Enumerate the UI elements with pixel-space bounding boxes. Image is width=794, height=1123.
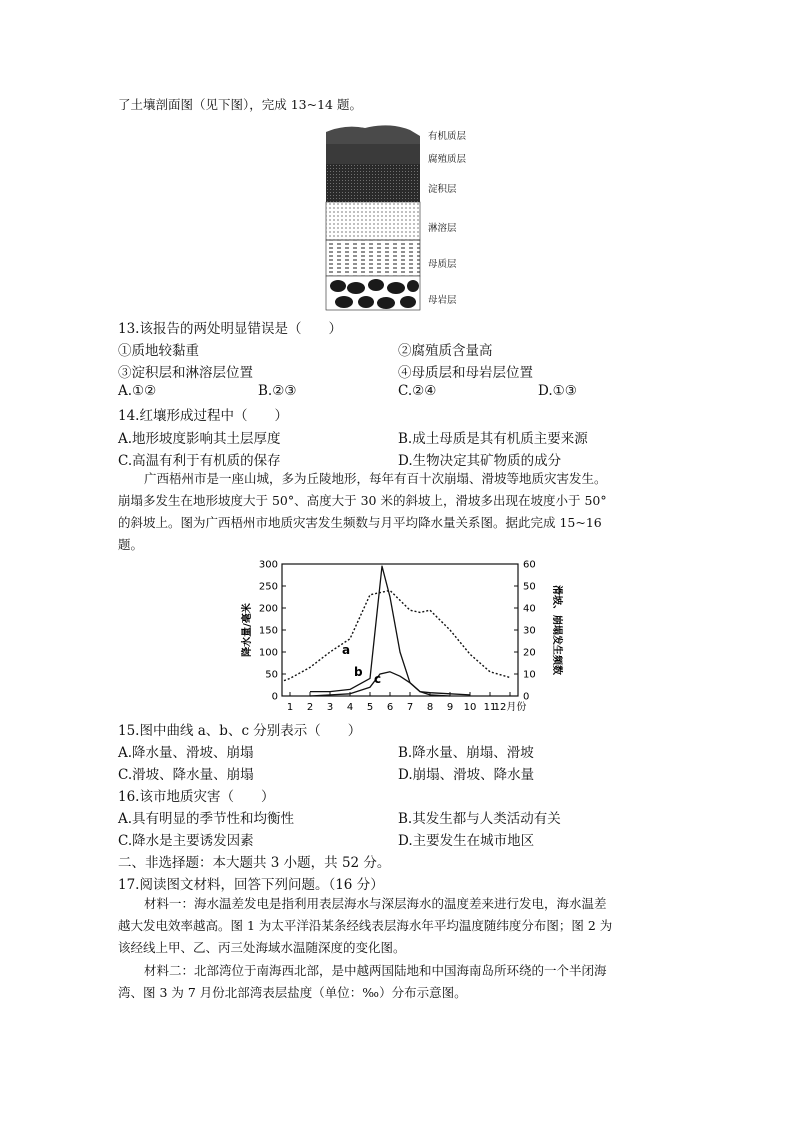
illuvial-layer (326, 164, 420, 202)
organic-layer (326, 125, 420, 144)
q15-option-a: A.降水量、滑坡、崩塌 (118, 745, 254, 761)
material-line-1: 广西梧州市是一座山城，多为丘陵地形，每年有百十次崩塌、滑坡等地质灾害发生。 (144, 471, 607, 486)
q17-m1-line-3: 该经线上甲、乙、丙三处海域水温随深度的变化图。 (118, 940, 406, 955)
q16-option-b: B.其发生都与人类活动有关 (398, 811, 561, 827)
y-left-tick-label: 250 (258, 581, 278, 593)
material-line-2: 崩塌多发生在地形坡度大于 50°、高度大于 30 米的斜坡上，滑坡多出现在坡度小于 50° (118, 493, 607, 508)
x-tick-label: 12月份 (493, 702, 527, 713)
series-label-c: c (374, 671, 382, 686)
q13-stem: 13.该报告的两处明显错误是（ ） (118, 321, 342, 337)
x-tick-label: 3 (326, 702, 334, 713)
disaster-precipitation-chart (236, 552, 576, 722)
x-tick-label: 7 (406, 702, 414, 713)
q15-stem: 15.图中曲线 a、b、c 分别表示（ ） (118, 723, 362, 739)
y-left-tick-label: 300 (258, 559, 278, 571)
soil-label-parent: 母质层 (428, 259, 457, 270)
q15-option-c: C.滑坡、降水量、崩塌 (118, 767, 254, 783)
x-tick-label: 2 (306, 702, 314, 713)
y-left-tick-label: 150 (258, 625, 278, 637)
soil-label-humus: 腐殖质层 (428, 154, 467, 165)
y-right-tick-label: 30 (523, 625, 536, 637)
humus-layer (326, 144, 420, 164)
q17-m2-line-2: 湾、图 3 为 7 月份北部湾表层盐度（单位：‰）分布示意图。 (118, 985, 467, 1000)
q13-item-1: ①质地较黏重 (118, 343, 199, 359)
q14-option-b: B.成土母质是其有机质主要来源 (398, 431, 588, 447)
soil-label-bedrock: 母岩层 (428, 295, 457, 306)
q14-option-c: C.高温有利于有机质的保存 (118, 453, 281, 469)
q16-option-d: D.主要发生在城市地区 (398, 833, 535, 849)
q16-option-c: C.降水是主要诱发因素 (118, 833, 254, 849)
soil-profile-diagram (320, 122, 430, 312)
parent-material-layer (326, 240, 420, 276)
y-right-tick-label: 50 (523, 581, 536, 593)
section-2-heading: 二、非选择题：本大题共 3 小题，共 52 分。 (118, 855, 391, 871)
series-label-a: a (342, 643, 351, 658)
y-right-tick-label: 20 (523, 647, 536, 659)
y-left-axis-label: 降水量/毫米 (242, 603, 253, 657)
y-right-tick-label: 10 (523, 669, 536, 681)
soil-label-organic: 有机质层 (428, 131, 467, 142)
y-left-tick-label: 0 (271, 691, 278, 703)
y-right-axis-label: 滑坡、崩塌发生频数 (551, 585, 562, 675)
x-tick-label: 8 (426, 702, 434, 713)
y-right-tick-label: 40 (523, 603, 536, 615)
x-tick-label: 6 (386, 702, 394, 713)
q17-material-2 (118, 960, 678, 1004)
x-tick-label: 1 (286, 702, 294, 713)
x-tick-label: 4 (346, 702, 354, 713)
x-tick-label: 5 (366, 702, 374, 713)
eluvial-layer (326, 202, 420, 240)
q16-option-a: A.具有明显的季节性和均衡性 (118, 811, 295, 827)
y-left-tick-label: 200 (258, 603, 278, 615)
q13-option-c: C.②④ (398, 383, 437, 399)
q14-stem: 14.红壤形成过程中（ ） (118, 408, 288, 424)
q16-stem: 16.该市地质灾害（ ） (118, 789, 275, 805)
q17-m2-line-1: 材料二：北部湾位于南海西北部，是中越两国陆地和中国海南岛所环绕的一个半闭海 (144, 963, 607, 978)
q15-option-d: D.崩塌、滑坡、降水量 (398, 767, 535, 783)
q13-option-d: D.①③ (538, 383, 577, 399)
q15-option-b: B.降水量、崩塌、滑坡 (398, 745, 534, 761)
q14-option-a: A.地形坡度影响其土层厚度 (118, 431, 281, 447)
material-line-3: 的斜坡上。图为广西梧州市地质灾害发生频数与月平均降水量关系图。据此完成 15~16 (118, 515, 602, 530)
q14-option-d: D.生物决定其矿物质的成分 (398, 453, 562, 469)
q17-m1-line-1: 材料一：海水温差发电是指利用表层海水与深层海水的温度差来进行发电，海水温差 (144, 896, 607, 911)
q17-stem: 17.阅读图文材料，回答下列问题。（16 分） (118, 877, 384, 893)
q13-item-4: ④母质层和母岩层位置 (398, 365, 533, 381)
y-left-tick-label: 50 (265, 669, 278, 681)
soil-label-illuvial: 淀积层 (428, 184, 457, 195)
q13-option-a: A.①② (118, 383, 157, 399)
x-tick-label: 10 (463, 702, 477, 713)
series-label-b: b (354, 665, 363, 680)
intro-text: 了土壤剖面图（见下图），完成 13~14 题。 (118, 97, 362, 112)
x-tick-label: 11 (483, 702, 497, 713)
material-line-4: 题。 (118, 537, 144, 552)
y-right-tick-label: 0 (523, 691, 530, 703)
x-tick-label: 9 (446, 702, 454, 713)
y-left-tick-label: 100 (258, 647, 278, 659)
soil-label-eluvial: 淋溶层 (428, 223, 457, 234)
series-line-b (310, 566, 470, 695)
q17-material-1 (118, 893, 678, 959)
q13-item-2: ②腐殖质含量高 (398, 343, 493, 359)
q13-item-3: ③淀积层和淋溶层位置 (118, 365, 253, 381)
material-15-16 (118, 468, 678, 556)
q17-m1-line-2: 越大发电效率越高。图 1 为太平洋沿某条经线表层海水年平均温度随纬度分布图；图 2 为 (118, 918, 613, 933)
y-right-tick-label: 60 (523, 559, 536, 571)
q13-option-b: B.②③ (258, 383, 297, 399)
